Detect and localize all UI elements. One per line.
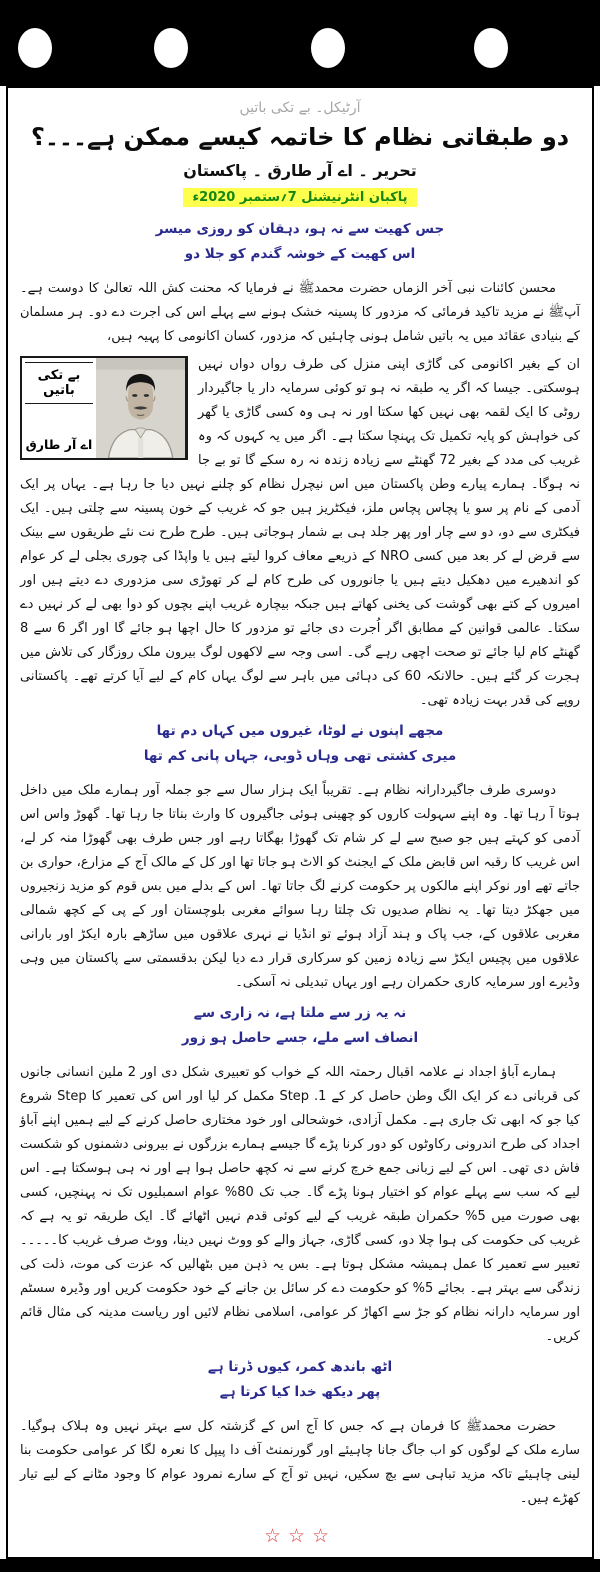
binder-bottom-band [0, 1559, 600, 1572]
author-photo [96, 358, 186, 458]
couplet-line: مجھے اپنوں نے لوٹا، غیروں میں کہاں دم تھا [156, 722, 444, 739]
body-paragraph-2: دوسری طرف جاگیردارانہ نظام ہے۔ تقریباً ایک ہزار سال سے جو جملہ آور ہمارے ملک میں داخل ہوتا آ رہا تھا۔ وہ اپنے سہولت کاروں کو چھینی ہوئی جاگیروں کا وارث بناتا جا رہا تھا۔ گھوڑ واس اس آدمی کو کہتے ہیں جو صبح سے لے کر شام تک گھوڑا بھگاتا رہے اور جس طرف بھی گھوڑا منہ کر لے، اس غریب کا رقبہ اس قابض ملک کے ایجنٹ کو الاٹ ہو جاتا تھا اور کل کے مالک آج کے مزارع، حواری بن جاتے تھے اور نوکر اپنے مالکوں پر حکومت کرنے لگ جاتا تھا۔ اس کے بدلے میں بس قوم کو مزید زنجیروں میں جھکڑ دیتا تھا۔ یہ نظام صدیوں تک چلتا رہا سوائے مغربی بلوچستان اور کے پی کے کچھ شمالی مغربی علاقوں کے، جب پاک و ہند آزاد ہوئے تو انڈیا نے نہری علاقوں میں ساڑھے بارہ ایکڑ اور بارانی علاقوں میں پچیس ایکڑ سے زیادہ زمین کو سرکاری قرار دے دیا لیکن بدقسمتی سے پاکستان میں وہی وڈیرے اور سرمایہ کاری حکمران رہے اور یہاں تبدیلی نہ آسکی۔ [20, 782, 580, 990]
body-paragraph-1-intro: محسن کائنات نبی آخر الزماں حضرت محمدﷺ نے فرمایا کہ محنت کش اللہ تعالیٰ کا دوست ہے۔ آپﷺ نے مزید تاکید فرمائی کہ مزدور کا پسینہ خشک ہونے سے پہلے اس کی اجرت دے دو۔ ہر مسلمان کے بنیادی عقائد میں یہ باتیں شامل ہونی چاہئیں کہ مزدور، کسان اکانومی کا پہیہ ہیں، [20, 280, 580, 344]
couplet-line: پھر دیکھ خدا کیا کرتا ہے [219, 1383, 381, 1400]
photo-caption-author: اے آر طارق [25, 436, 93, 452]
couplet-line: انصاف اسے ملے، جسے حاصل ہو زور [181, 1029, 419, 1046]
couplet-line: اٹھ باندھ کمر، کیوں ڈرتا ہے [207, 1358, 393, 1375]
photo-caption-pane [22, 358, 96, 458]
binder-hole-icon [474, 28, 508, 68]
couplet-line: اس کھیت کے خوشہ گندم کو جلا دو [184, 245, 416, 262]
end-of-article-stars: ☆☆☆ [263, 1524, 337, 1547]
poetry-couplet-4 [20, 1355, 580, 1405]
binder-top-band [0, 0, 600, 86]
photo-caption-title: بے تکی باتیں [25, 362, 93, 404]
author-byline: تحریر ۔ اے آر طارق ۔ پاکستان [183, 160, 417, 180]
dateline-row [20, 186, 580, 207]
poetry-couplet-3 [20, 1001, 580, 1051]
publication-date-badge: پاکبان انٹرنیشنل 7؍ستمبر 2020ء [183, 188, 418, 207]
couplet-line: میری کشتی تھی وہاں ڈوبی، جہاں پانی کم تھا [143, 747, 457, 764]
poetry-couplet-2 [20, 719, 580, 769]
body-paragraph-1-rest: ان کے بغیر اکانومی کی گاڑی اپنی منزل کی طرف رواں دواں نہیں ہوسکتی۔ جیسا کہ اگر یہ طبقہ نہ ہو تو کوئی سرمایہ دار یا جاگیردار روٹی کا ایک لقمہ بھی نہیں کھا سکتا اور نہ ہی وہ کسی گاڑی یا گھر کی خواہش کو پایہ تکمیل تک پہنچا سکتا ہے۔ اگر میں یہ کہوں کہ وہ غریب کی مدد کے بغیر 72 گھنٹے سے زیادہ زندہ نہ رہ سکے گا تو بے جا نہ ہوگا۔ ہمارے پیارے وطن پاکستان میں اس نیچرل نظام کو چلنے نہیں دیا جا رہا ہے۔ یہاں پر ایک آدمی کے نام پر سو یا پچاس پچاس ملز، فیکٹریز ہیں جو کہ غریب کے خون پسینہ سے چلتی ہیں۔ ایک فیکٹری سے دو، دو سے چار اور پھر جلد ہی بے شمار ہوجاتی ہیں۔ طرح طرح نت نئے طریقوں سے بینک سے قرض لے کر بعد میں کسی NRO کے ذریعے معاف کروا لیتے ہیں یا واپڈا کی چوری بجلی لے کر عوام کو اندھیرے میں دھکیل دیتے ہیں یا جانوروں کی طرح کام لے کر تھوڑی سی مزدوری دے دیتے ہیں اور امیروں کے کتے بھی گوشت کی یخنی کھاتے ہیں جبکہ بیچارہ غریب اپنے بچوں کو دوا بھی لے کر نہیں دے سکتا۔ عالمی قوانین کے مطابق اگر اُجرت دی جائے تو مزدور کا حال اچھا ہو جائے گا اور اگر 6 سے 8 گھنٹے کام لیا جائے تو صحت اچھی رہے گی۔ اسی وجہ سے لاکھوں لوگ بیرون ملک روزگار کی تلاش میں ہجرت کر گئے ہیں۔ حالانکہ 60 کی دہائی میں باہر سے لوگ یہاں کام کے لیے آیا کرتے تھے۔ پاکستانی روپے کی قدر بہت زیادہ تھی۔ [20, 356, 581, 708]
body-paragraph-1-with-photo [20, 353, 580, 713]
author-photo-box [20, 356, 188, 460]
body-paragraph-4: حضرت محمدﷺ کا فرمان ہے کہ جس کا آج اس کے گزشتہ کل سے بہتر نہیں وہ ہلاک ہوگیا۔ سارے ملک کے لوگوں کو اب جاگ جانا چاہیئے اور گورنمنٹ آف دا پیپل کا نعرہ لگا کر عوامی حکومت بنا لینی چاہیئے تاکہ مزید تباہی سے بچ سکیں، نہیں تو آج کے سارے نمرود عوام کا وجود مٹانے کے لیے تیار کھڑے ہیں۔ [20, 1418, 580, 1506]
binder-hole-icon [311, 28, 345, 68]
column-kicker: آرٹیکل۔ بے تکی باتیں [239, 100, 361, 116]
poetry-couplet-1 [20, 217, 580, 267]
couplet-line: نہ یہ زر سے ملتا ہے، نہ زاری سے [193, 1004, 407, 1021]
body-paragraph-3: ہمارے آباؤ اجداد نے علامہ اقبال رحمتہ اللہ کے خواب کو تعبیری شکل دی اور 2 ملین انسانی جانوں کی قربانی دے کر ایک الگ وطن حاصل کر کے Step .1 مکمل کر لیا اور اس کی تعمیر کا Step شروع کیا جو کہ ابھی تک جاری ہے۔ مکمل آزادی، خوشحالی اور خود مختاری حاصل کرنے کے لیے ہمیں اپنے آباؤ اجداد کی طرح اندرونی رکاوٹوں کو دور کرنا پڑے گا جیسے ہمارے بزرگوں نے بیرونی دشمنوں کو شکست فاش دی تھی۔ اس کے لیے زبانی جمع خرچ کرنے سے نہ کچھ حاصل ہوا ہے اور نہ ہی ہوسکتا ہے۔ اس لیے کہ سب سے پہلے عوام کو اختیار ہونا پڑے گا۔ جب تک 80% عوام اسمبلیوں تک نہ پہنچیں، کسی بھی صورت میں 5% حکمران طبقہ غریب کے لیے کوئی قدم نہیں اٹھائے گا۔ ایک طریقہ تو یہ ہے کہ غریب کی حکومت کی ہوا چلا دو، کسی گاڑی، جہاز والے کو ووٹ نہیں دینا، ووٹ صرف غریب کا۔۔۔۔۔ تعبیر سے تعمیر کا عمل ہمیشہ مشکل ہوتا ہے۔ بس یہ ذہن میں بٹھالیں کہ عزت کی موت، ذلت کی زندگی سے بہتر ہے۔ بجائے 5% کو حکومت دے کر سائل بن جانے کے خود حکومت کریں اور وڈیرہ سسٹم اور سرمایہ دارانہ نظام کو جڑ سے اکھاڑ کر عوامی، اسلامی نظام لائیں اور ریاست مدینہ کی مثال قائم کریں۔ [20, 1064, 581, 1344]
article-sheet [6, 86, 594, 1559]
couplet-line: جس کھیت سے نہ ہو، دہقان کو روزی میسر [155, 220, 445, 237]
binder-hole-icon [18, 28, 52, 68]
portrait-photo-icon [96, 358, 185, 458]
page-title: دو طبقاتی نظام کا خاتمہ کیسے ممکن ہے۔۔۔؟ [30, 123, 570, 151]
binder-hole-icon [154, 28, 188, 68]
